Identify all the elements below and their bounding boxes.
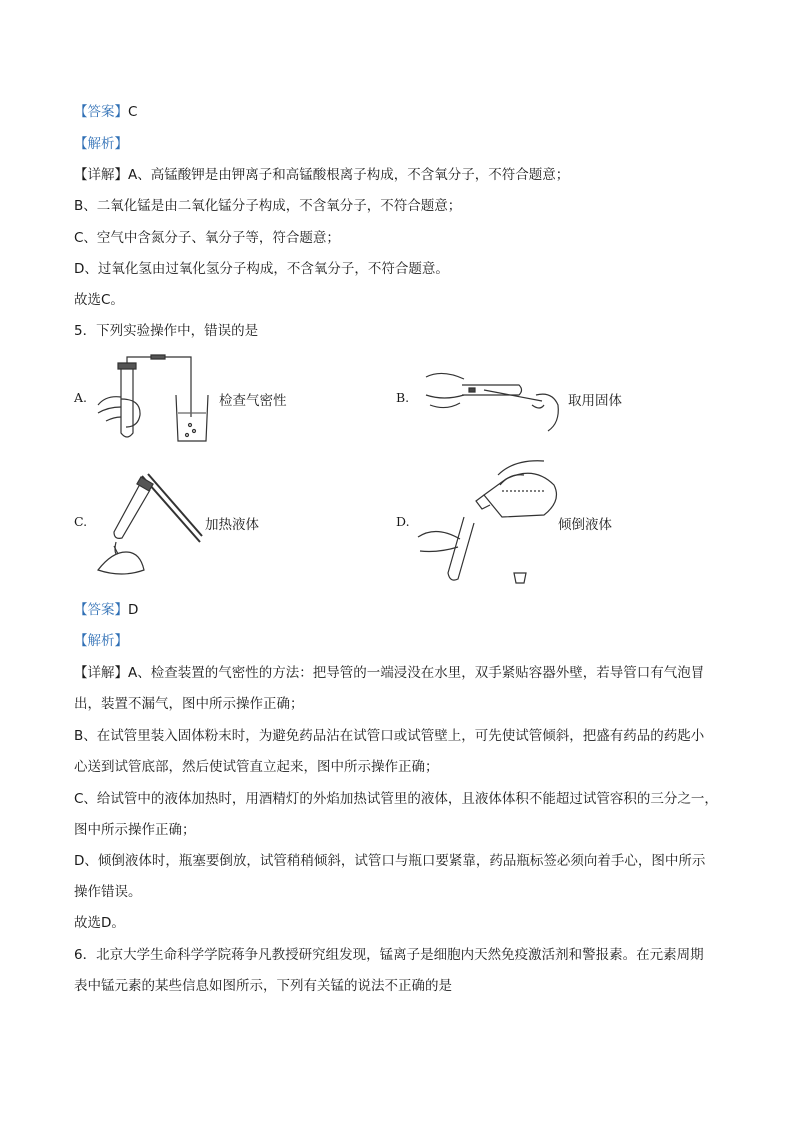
q4-line-b: B、二氧化锰是由二氧化锰分子构成，不含氧分子，不符合题意； — [74, 198, 462, 214]
q4-analysis-tag: 【解析】 — [74, 136, 128, 152]
q4-line-c: C、空气中含氮分子、氧分子等，符合题意； — [74, 230, 340, 246]
q4-detail-a-text: A、高锰酸钾是由钾离子和高锰酸根离子构成，不含氧分子，不符合题意； — [128, 167, 570, 183]
q5-detail-c-2: 图中所示操作正确； — [74, 822, 196, 838]
q5-option-a-label: 检查气密性 — [219, 393, 287, 409]
q5-detail-tag: 【详解】 — [74, 665, 128, 681]
option-b-solid-taking-figure — [424, 365, 564, 435]
q4-detail-a — [74, 165, 569, 185]
option-d-pouring-liquid-figure — [414, 455, 564, 590]
q5-detail-a-2: 出，装置不漏气，图中所示操作正确； — [74, 696, 304, 712]
q5-detail-a-1 — [74, 663, 704, 683]
q5-option-d-label: 倾倒液体 — [558, 517, 612, 533]
q4-answer-tag: 【答案】 — [74, 104, 128, 120]
q5-conclusion: 故选D。 — [74, 915, 125, 931]
q5-detail-d-1: D、倾倒液体时，瓶塞要倒放，试管稍稍倾斜，试管口与瓶口要紧靠，药品瓶标签必须向着手心，图中所示 — [74, 853, 706, 869]
option-c-heating-liquid-figure — [92, 470, 202, 580]
q4-answer-line — [74, 102, 137, 122]
q5-stem: 5．下列实验操作中，错误的是 — [74, 323, 259, 339]
q5-option-c-letter: C. — [74, 514, 88, 529]
q5-detail-d-2: 操作错误。 — [74, 884, 142, 900]
q5-detail-a-1-text: A、检查装置的气密性的方法：把导管的一端浸没在水里，双手紧贴容器外壁，若导管口有气泡冒 — [128, 665, 705, 681]
q4-conclusion: 故选C。 — [74, 292, 124, 308]
q5-answer-tag: 【答案】 — [74, 602, 128, 618]
option-a-gas-tightness-figure — [96, 355, 216, 445]
q5-detail-b-1: B、在试管里装入固体粉末时，为避免药品沾在试管口或试管壁上，可先使试管倾斜，把盛有药品的药匙小 — [74, 728, 705, 744]
q6-stem-2: 表中锰元素的某些信息如图所示，下列有关锰的说法不正确的是 — [74, 978, 452, 994]
q5-option-c-label: 加热液体 — [205, 517, 259, 533]
q5-answer-value: D — [128, 602, 139, 618]
q6-stem-1: 6．北京大学生命科学学院蒋争凡教授研究组发现，锰离子是细胞内天然免疫激活剂和警报素。在元素周期 — [74, 947, 704, 963]
q5-option-b-label: 取用固体 — [568, 393, 622, 409]
q5-option-d-letter: D. — [396, 514, 410, 529]
q4-line-d: D、过氧化氢由过氧化氢分子构成，不含氧分子，不符合题意。 — [74, 261, 449, 277]
q4-detail-tag: 【详解】 — [74, 167, 128, 183]
q5-option-a-letter: A. — [74, 390, 88, 405]
q5-detail-c-1: C、给试管中的液体加热时，用酒精灯的外焰加热试管里的液体，且液体体积不能超过试管容积的三分之一， — [74, 791, 718, 807]
q5-detail-b-2: 心送到试管底部，然后使试管直立起来，图中所示操作正确； — [74, 759, 439, 775]
q5-analysis-tag: 【解析】 — [74, 633, 128, 649]
q5-option-b-letter: B. — [396, 390, 410, 405]
q5-answer-line — [74, 600, 138, 620]
q4-answer-value: C — [128, 104, 138, 120]
